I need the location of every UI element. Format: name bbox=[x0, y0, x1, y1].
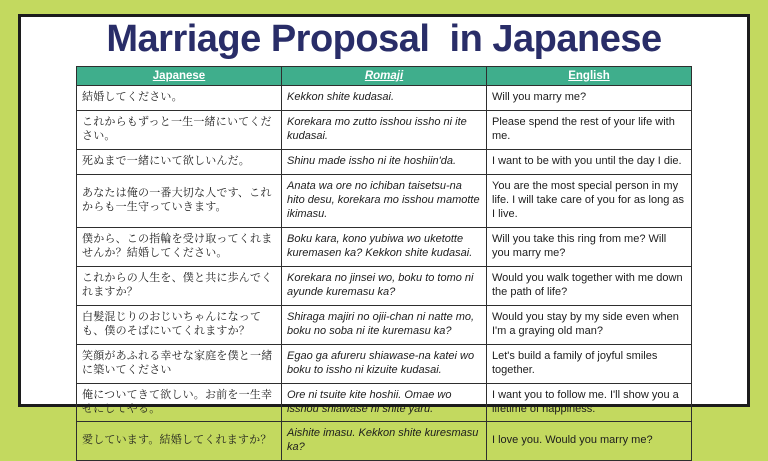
table-row bbox=[77, 149, 692, 174]
header-english: English bbox=[487, 67, 692, 86]
english-cell: Let's build a family of joyful smiles together. bbox=[487, 344, 692, 383]
english-cell: Would you walk together with me down the path of life? bbox=[487, 266, 692, 305]
romaji-cell: Egao ga afureru shiawase-na katei wo boku to issho ni kizuite kudasai. bbox=[282, 344, 487, 383]
table-row bbox=[77, 305, 692, 344]
japanese-cell: 死ぬまで一緒にいて欲しいんだ。 bbox=[77, 149, 282, 174]
romaji-cell: Boku kara, kono yubiwa wo uketotte kuremasen ka? Kekkon shite kudasai. bbox=[282, 227, 487, 266]
table-row bbox=[77, 422, 692, 461]
header-japanese: Japanese bbox=[77, 67, 282, 86]
table-row bbox=[77, 227, 692, 266]
japanese-cell: これからもずっと一生一緒にいてください。 bbox=[77, 110, 282, 149]
table-row bbox=[77, 266, 692, 305]
japanese-cell: これからの人生を、僕と共に歩んでくれますか？ bbox=[77, 266, 282, 305]
japanese-cell: 結婚してください。 bbox=[77, 86, 282, 111]
english-cell: Will you take this ring from me? Will you marry me? bbox=[487, 227, 692, 266]
japanese-cell: あなたは俺の一番大切な人です、これからも一生守っていきます。 bbox=[77, 174, 282, 227]
header-row bbox=[77, 67, 692, 86]
english-cell: I love you. Would you marry me? bbox=[487, 422, 692, 461]
content-card bbox=[18, 14, 750, 454]
japanese-cell: 笑顔があふれる幸せな家庭を僕と一緒に築いてください bbox=[77, 344, 282, 383]
romaji-cell: Aishite imasu. Kekkon shite kuresmasu ka? bbox=[282, 422, 487, 461]
phrase-table-body bbox=[77, 86, 692, 461]
romaji-cell: Ore ni tsuite kite hoshii. Omae wo isshou shiawase ni shite yaru. bbox=[282, 383, 487, 422]
romaji-cell: Kekkon shite kudasai. bbox=[282, 86, 487, 111]
english-cell: You are the most special person in my life. I will take care of you for as long as I live. bbox=[487, 174, 692, 227]
page-title: Marriage Proposal in Japanese bbox=[106, 18, 662, 60]
japanese-cell: 愛しています。結婚してくれますか？ bbox=[77, 422, 282, 461]
table-row bbox=[77, 86, 692, 111]
english-cell: Would you stay by my side even when I'm a graying old man? bbox=[487, 305, 692, 344]
table-row bbox=[77, 383, 692, 422]
romaji-cell: Korekara mo zutto isshou issho ni ite kudasai. bbox=[282, 110, 487, 149]
japanese-cell: 俺についてきて欲しい。お前を一生幸せにしてやる。 bbox=[77, 383, 282, 422]
table-row bbox=[77, 344, 692, 383]
japanese-cell: 僕から、この指輪を受け取ってくれませんか？結婚してください。 bbox=[77, 227, 282, 266]
romaji-cell: Shinu made issho ni ite hoshiin'da. bbox=[282, 149, 487, 174]
english-cell: Please spend the rest of your life with me. bbox=[487, 110, 692, 149]
romaji-cell: Shiraga majiri no ojii-chan ni natte mo, boku no soba ni ite kuremasu ka? bbox=[282, 305, 487, 344]
table-row bbox=[77, 174, 692, 227]
phrase-table bbox=[76, 66, 692, 461]
header-romaji: Romaji bbox=[282, 67, 487, 86]
english-cell: I want you to follow me. I'll show you a lifetime of happiness. bbox=[487, 383, 692, 422]
english-cell: I want to be with you until the day I die. bbox=[487, 149, 692, 174]
romaji-cell: Korekara no jinsei wo, boku to tomo ni ayunde kuremasu ka? bbox=[282, 266, 487, 305]
romaji-cell: Anata wa ore no ichiban taisetsu-na hito desu, korekara mo isshou mamotte ikimasu. bbox=[282, 174, 487, 227]
table-row bbox=[77, 110, 692, 149]
english-cell: Will you marry me? bbox=[487, 86, 692, 111]
japanese-cell: 白髪混じりのおじいちゃんになっても、僕のそばにいてくれますか？ bbox=[77, 305, 282, 344]
